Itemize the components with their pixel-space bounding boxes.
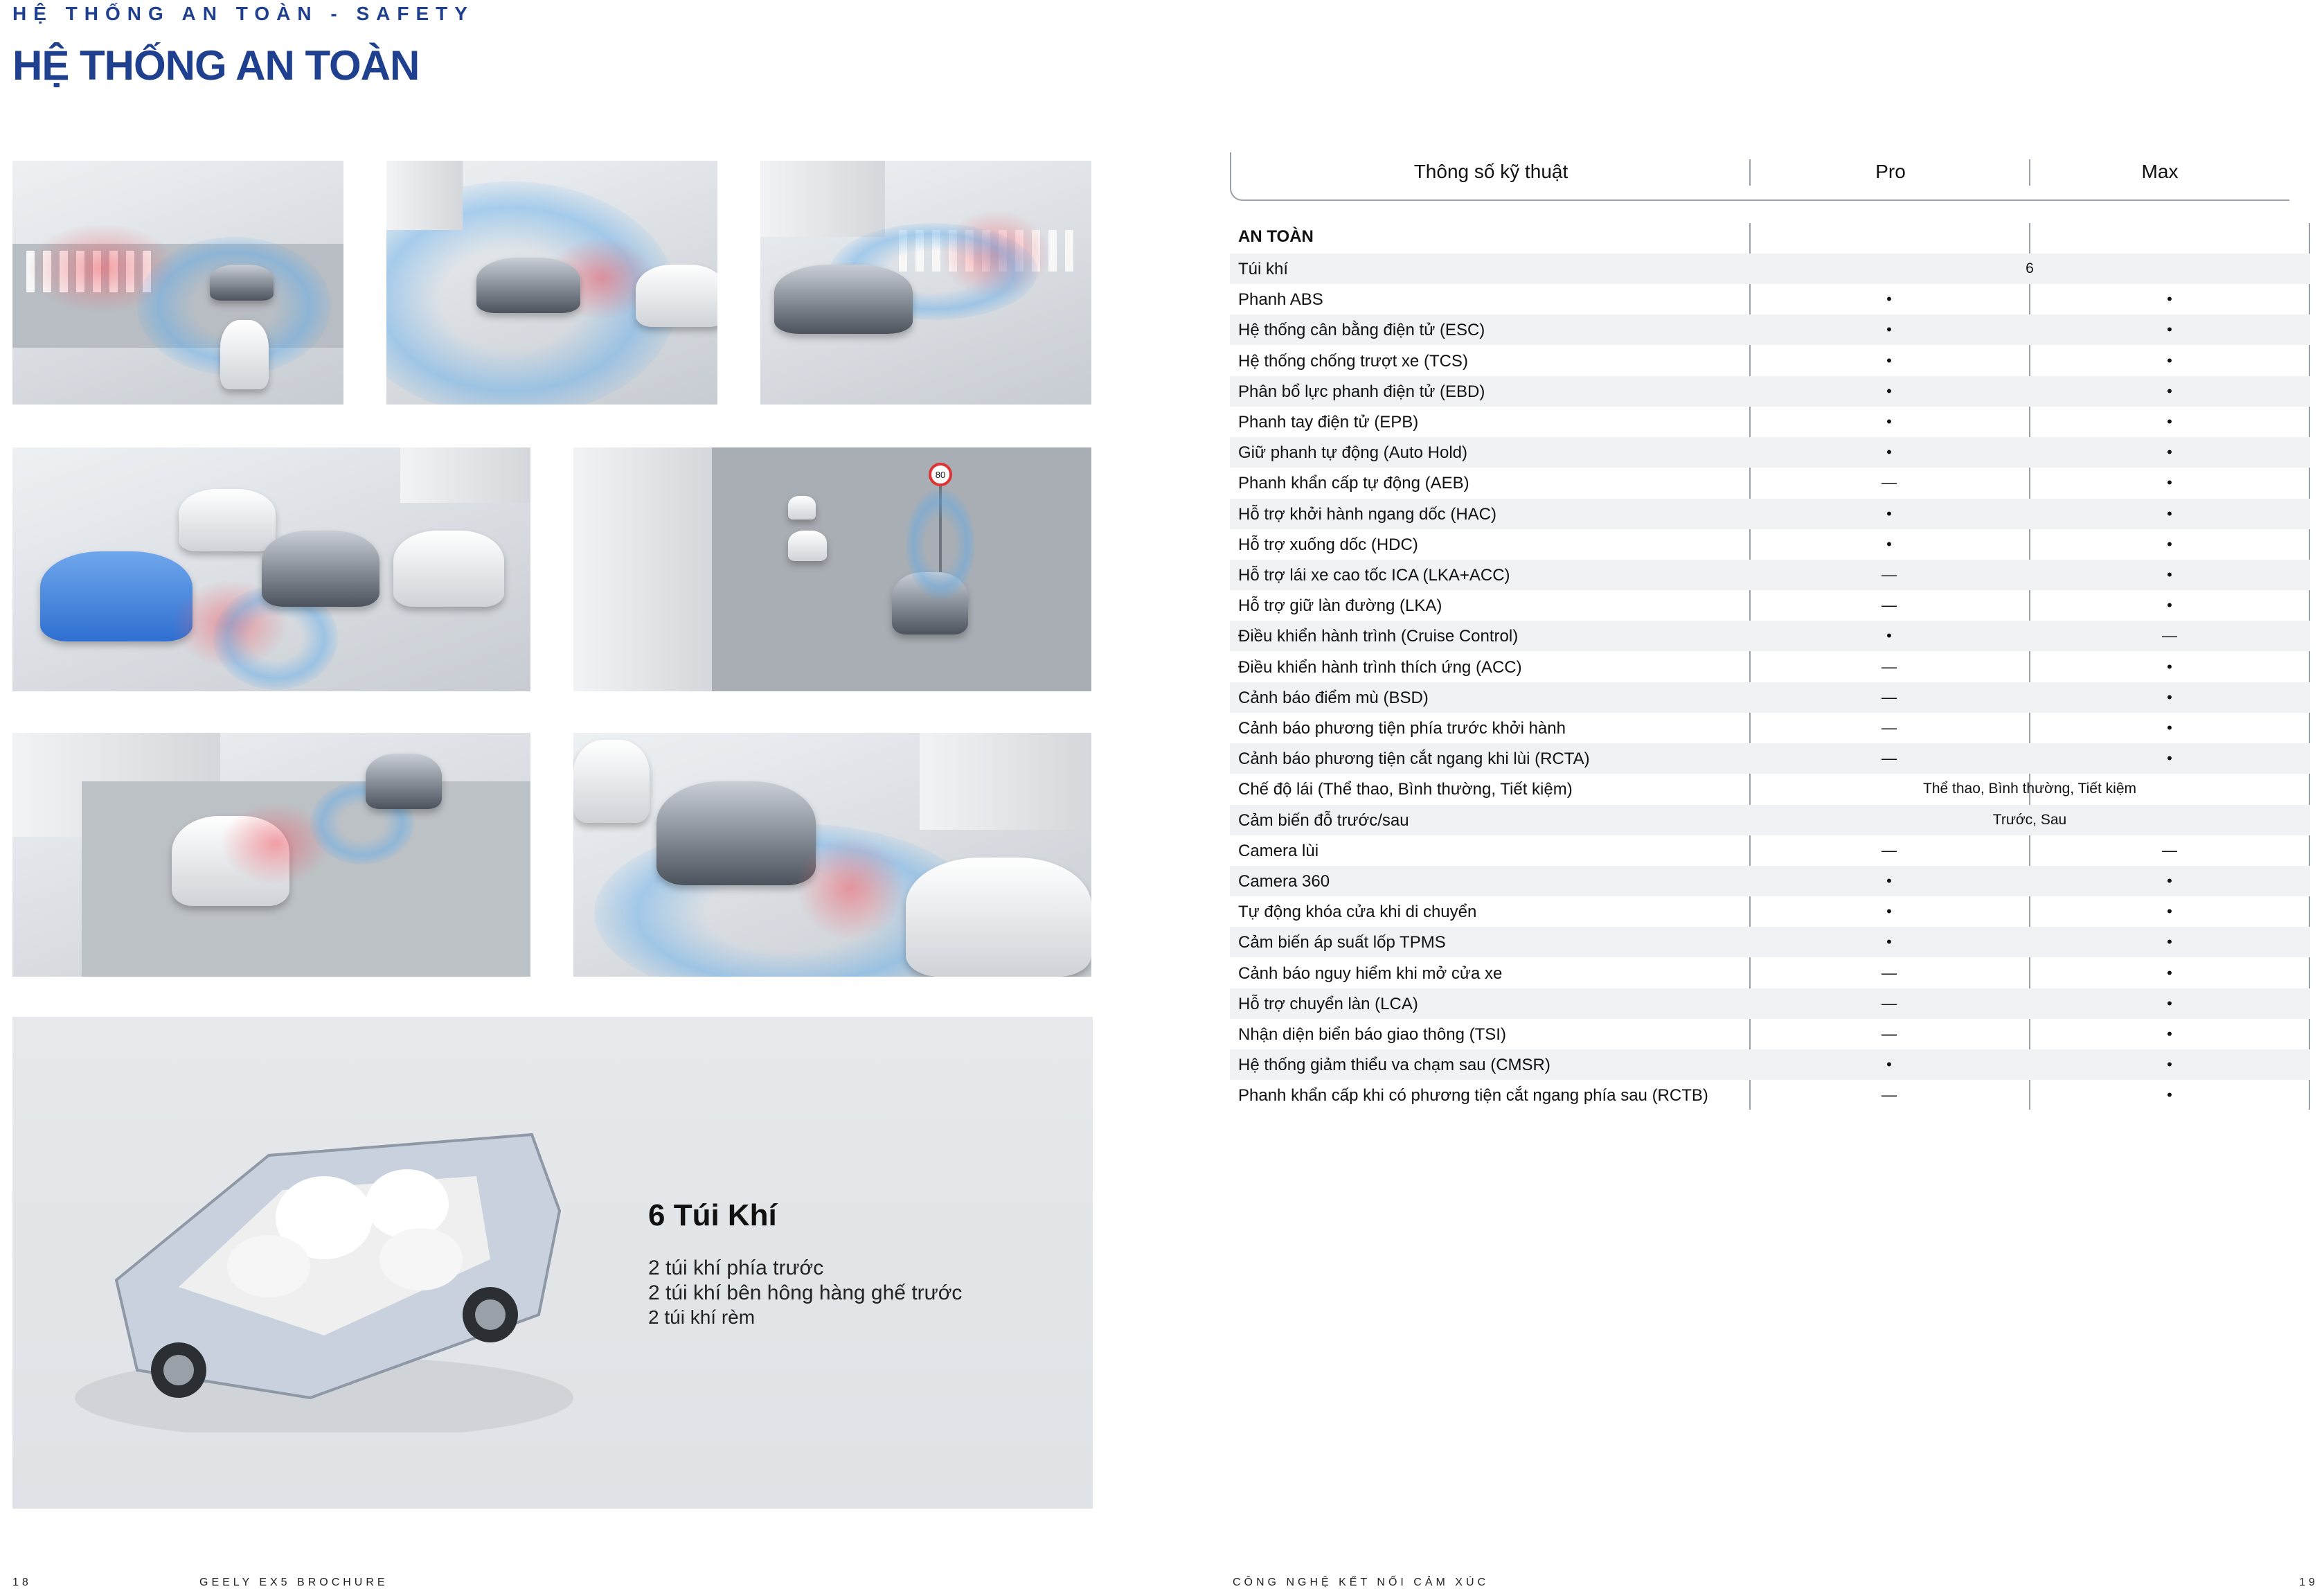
- row-label: Hệ thống cân bằng điện tử (ESC): [1238, 321, 1485, 340]
- row-value-pro: —: [1881, 994, 1897, 1012]
- header-max: Max: [2141, 161, 2179, 182]
- divider-header-pro: [1749, 159, 1751, 186]
- page-title: HỆ THỐNG AN TOÀN: [12, 42, 420, 89]
- row-value-pro: •: [1886, 872, 1892, 889]
- row-value-pro: •: [1886, 1056, 1892, 1074]
- row-label: Giữ phanh tự động (Auto Hold): [1238, 443, 1467, 463]
- row-value-pro: —: [1881, 474, 1897, 492]
- row-label: Điều khiển hành trình (Cruise Control): [1238, 627, 1519, 646]
- table-row: [1230, 1080, 2310, 1110]
- row-label: Cảm biến đỗ trước/sau: [1238, 810, 1409, 830]
- row-value-pro: •: [1886, 627, 1892, 645]
- table-row: [1230, 529, 2310, 560]
- row-value-max: —: [2162, 841, 2177, 859]
- speed-limit-sign-icon: [929, 463, 952, 486]
- row-label: Hỗ trợ xuống dốc (HDC): [1238, 535, 1418, 554]
- airbag-line-curtain: 2 túi khí rèm: [648, 1306, 756, 1328]
- row-value-max: •: [2167, 872, 2172, 889]
- airbag-title: 6 Túi Khí: [648, 1198, 777, 1232]
- car-airbag-illustration: [61, 1107, 587, 1432]
- row-label: Hỗ trợ giữ làn đường (LKA): [1238, 596, 1442, 616]
- row-label: Camera 360: [1238, 872, 1330, 891]
- spec-table-header: [1230, 152, 2289, 201]
- row-label: Hỗ trợ khởi hành ngang dốc (HAC): [1238, 504, 1496, 524]
- table-row: [1230, 652, 2310, 682]
- row-value-max: •: [2167, 290, 2172, 308]
- row-label: Phanh ABS: [1238, 290, 1323, 310]
- page-number-left: 18: [12, 1577, 32, 1588]
- table-row: [1230, 499, 2310, 529]
- photo-highway-sign: [573, 447, 1091, 691]
- row-value-pro: •: [1886, 504, 1892, 522]
- row-value-all: 6: [2026, 260, 2034, 276]
- row-value-max: •: [2167, 413, 2172, 430]
- photo-rear-traffic: [12, 733, 530, 977]
- divider-header-max: [2029, 159, 2030, 186]
- spec-table: [1230, 152, 2312, 201]
- table-row: [1230, 958, 2310, 988]
- table-row: [1230, 1019, 2310, 1049]
- table-row: [1230, 896, 2310, 927]
- table-row: [1230, 805, 2310, 835]
- table-row: [1230, 407, 2310, 437]
- row-value-pro: —: [1881, 1086, 1897, 1104]
- row-label: Hệ thống chống trượt xe (TCS): [1238, 351, 1468, 371]
- row-value-pro: •: [1886, 351, 1892, 369]
- row-value-max: •: [2167, 566, 2172, 583]
- row-value-max: •: [2167, 321, 2172, 339]
- table-row: [1230, 927, 2310, 957]
- row-value-pro: •: [1886, 290, 1892, 308]
- row-value-pro: •: [1886, 413, 1892, 430]
- row-value-pro: •: [1886, 321, 1892, 339]
- row-value-pro: •: [1886, 443, 1892, 461]
- row-value-pro: —: [1881, 688, 1897, 706]
- row-value-max: •: [2167, 719, 2172, 736]
- row-value-pro: •: [1886, 535, 1892, 553]
- row-value-pro: —: [1881, 596, 1897, 614]
- header-pro: Pro: [1875, 161, 1906, 182]
- table-row: [1230, 590, 2310, 621]
- table-row: [1230, 284, 2310, 314]
- table-row: [1230, 468, 2310, 498]
- page-number-right: 19: [2299, 1577, 2318, 1588]
- table-row: [1230, 866, 2310, 896]
- row-value-all: Thể thao, Bình thường, Tiết kiệm: [1923, 781, 2136, 797]
- row-value-max: •: [2167, 1056, 2172, 1074]
- row-label: Cảnh báo phương tiện phía trước khởi hành: [1238, 719, 1566, 738]
- table-row: [1230, 376, 2310, 407]
- speed-limit-value: 80: [935, 470, 946, 480]
- section-an-toan: AN TOÀN: [1238, 227, 1314, 246]
- row-label: Cảnh báo phương tiện cắt ngang khi lùi (RCTA): [1238, 749, 1590, 769]
- row-value-max: —: [2162, 627, 2177, 645]
- footer-tagline: CÔNG NGHỆ KẾT NỐI CẢM XÚC: [1233, 1577, 1490, 1588]
- row-value-max: •: [2167, 994, 2172, 1012]
- row-value-max: •: [2167, 596, 2172, 614]
- table-row: [1230, 314, 2310, 345]
- row-label: Phanh khẩn cấp khi có phương tiện cắt ngang phía sau (RCTB): [1238, 1086, 1708, 1106]
- row-value-max: •: [2167, 964, 2172, 982]
- row-value-max: •: [2167, 474, 2172, 492]
- row-value-pro: —: [1881, 749, 1897, 767]
- row-value-max: •: [2167, 903, 2172, 921]
- photo-parking: [12, 447, 530, 691]
- row-label: Túi khí: [1238, 260, 1289, 278]
- row-label: Cảnh báo nguy hiểm khi mở cửa xe: [1238, 964, 1503, 983]
- photo-door-open-warning: [760, 161, 1091, 405]
- table-row: [1230, 437, 2310, 468]
- photo-crossing-pedestrian: [12, 161, 343, 405]
- table-row: [1230, 774, 2310, 804]
- row-value-pro: —: [1881, 964, 1897, 982]
- row-value-pro: •: [1886, 382, 1892, 400]
- row-value-pro: —: [1881, 719, 1897, 736]
- row-value-pro: —: [1881, 566, 1897, 583]
- row-value-max: •: [2167, 504, 2172, 522]
- airbag-line-side: 2 túi khí bên hông hàng ghế trước: [648, 1281, 963, 1304]
- row-label: Tự động khóa cửa khi di chuyển: [1238, 903, 1477, 922]
- photo-blind-spot: [386, 161, 717, 405]
- table-row: [1230, 835, 2310, 866]
- table-row: [1230, 560, 2310, 590]
- row-label: Cảm biến áp suất lốp TPMS: [1238, 933, 1446, 952]
- table-row: [1230, 254, 2310, 284]
- row-value-max: •: [2167, 535, 2172, 553]
- row-value-pro: •: [1886, 903, 1892, 921]
- row-value-pro: —: [1881, 657, 1897, 675]
- row-value-pro: —: [1881, 1025, 1897, 1042]
- row-value-max: •: [2167, 657, 2172, 675]
- row-label: Camera lùi: [1238, 841, 1319, 860]
- row-label: Cảnh báo điểm mù (BSD): [1238, 688, 1429, 707]
- row-label: Hỗ trợ chuyển làn (LCA): [1238, 994, 1418, 1013]
- table-row: [1230, 988, 2310, 1019]
- footer-brand: GEELY EX5 BROCHURE: [199, 1577, 388, 1588]
- row-label: Hỗ trợ lái xe cao tốc ICA (LKA+ACC): [1238, 566, 1510, 585]
- photo-cyclist-door: [573, 733, 1091, 977]
- section-kicker: HỆ THỐNG AN TOÀN - SAFETY: [12, 3, 474, 24]
- row-label: Hệ thống giảm thiểu va chạm sau (CMSR): [1238, 1056, 1550, 1075]
- table-row: [1230, 346, 2310, 376]
- row-label: Chế độ lái (Thể thao, Bình thường, Tiết kiệm): [1238, 780, 1573, 799]
- row-value-max: •: [2167, 443, 2172, 461]
- row-value-max: •: [2167, 1025, 2172, 1042]
- row-value-max: •: [2167, 688, 2172, 706]
- table-row: [1230, 743, 2310, 774]
- row-value-all: Trước, Sau: [1992, 811, 2067, 828]
- row-label: Phân bổ lực phanh điện tử (EBD): [1238, 382, 1485, 401]
- airbag-feature-panel: [12, 1017, 1093, 1509]
- table-row: [1230, 682, 2310, 713]
- header-spec: Thông số kỹ thuật: [1413, 161, 1568, 182]
- row-label: Nhận diện biển báo giao thông (TSI): [1238, 1025, 1506, 1044]
- table-row: [1230, 1049, 2310, 1080]
- row-value-pro: •: [1886, 933, 1892, 951]
- row-label: Điều khiển hành trình thích ứng (ACC): [1238, 657, 1522, 677]
- table-row: [1230, 713, 2310, 743]
- airbag-line-front: 2 túi khí phía trước: [648, 1257, 824, 1279]
- row-value-max: •: [2167, 933, 2172, 951]
- row-value-max: •: [2167, 749, 2172, 767]
- table-row: [1230, 621, 2310, 651]
- row-value-max: •: [2167, 351, 2172, 369]
- row-label: Phanh khẩn cấp tự động (AEB): [1238, 474, 1469, 493]
- row-value-pro: —: [1881, 841, 1897, 859]
- row-label: Phanh tay điện tử (EPB): [1238, 413, 1419, 432]
- row-value-max: •: [2167, 382, 2172, 400]
- row-value-max: •: [2167, 1086, 2172, 1104]
